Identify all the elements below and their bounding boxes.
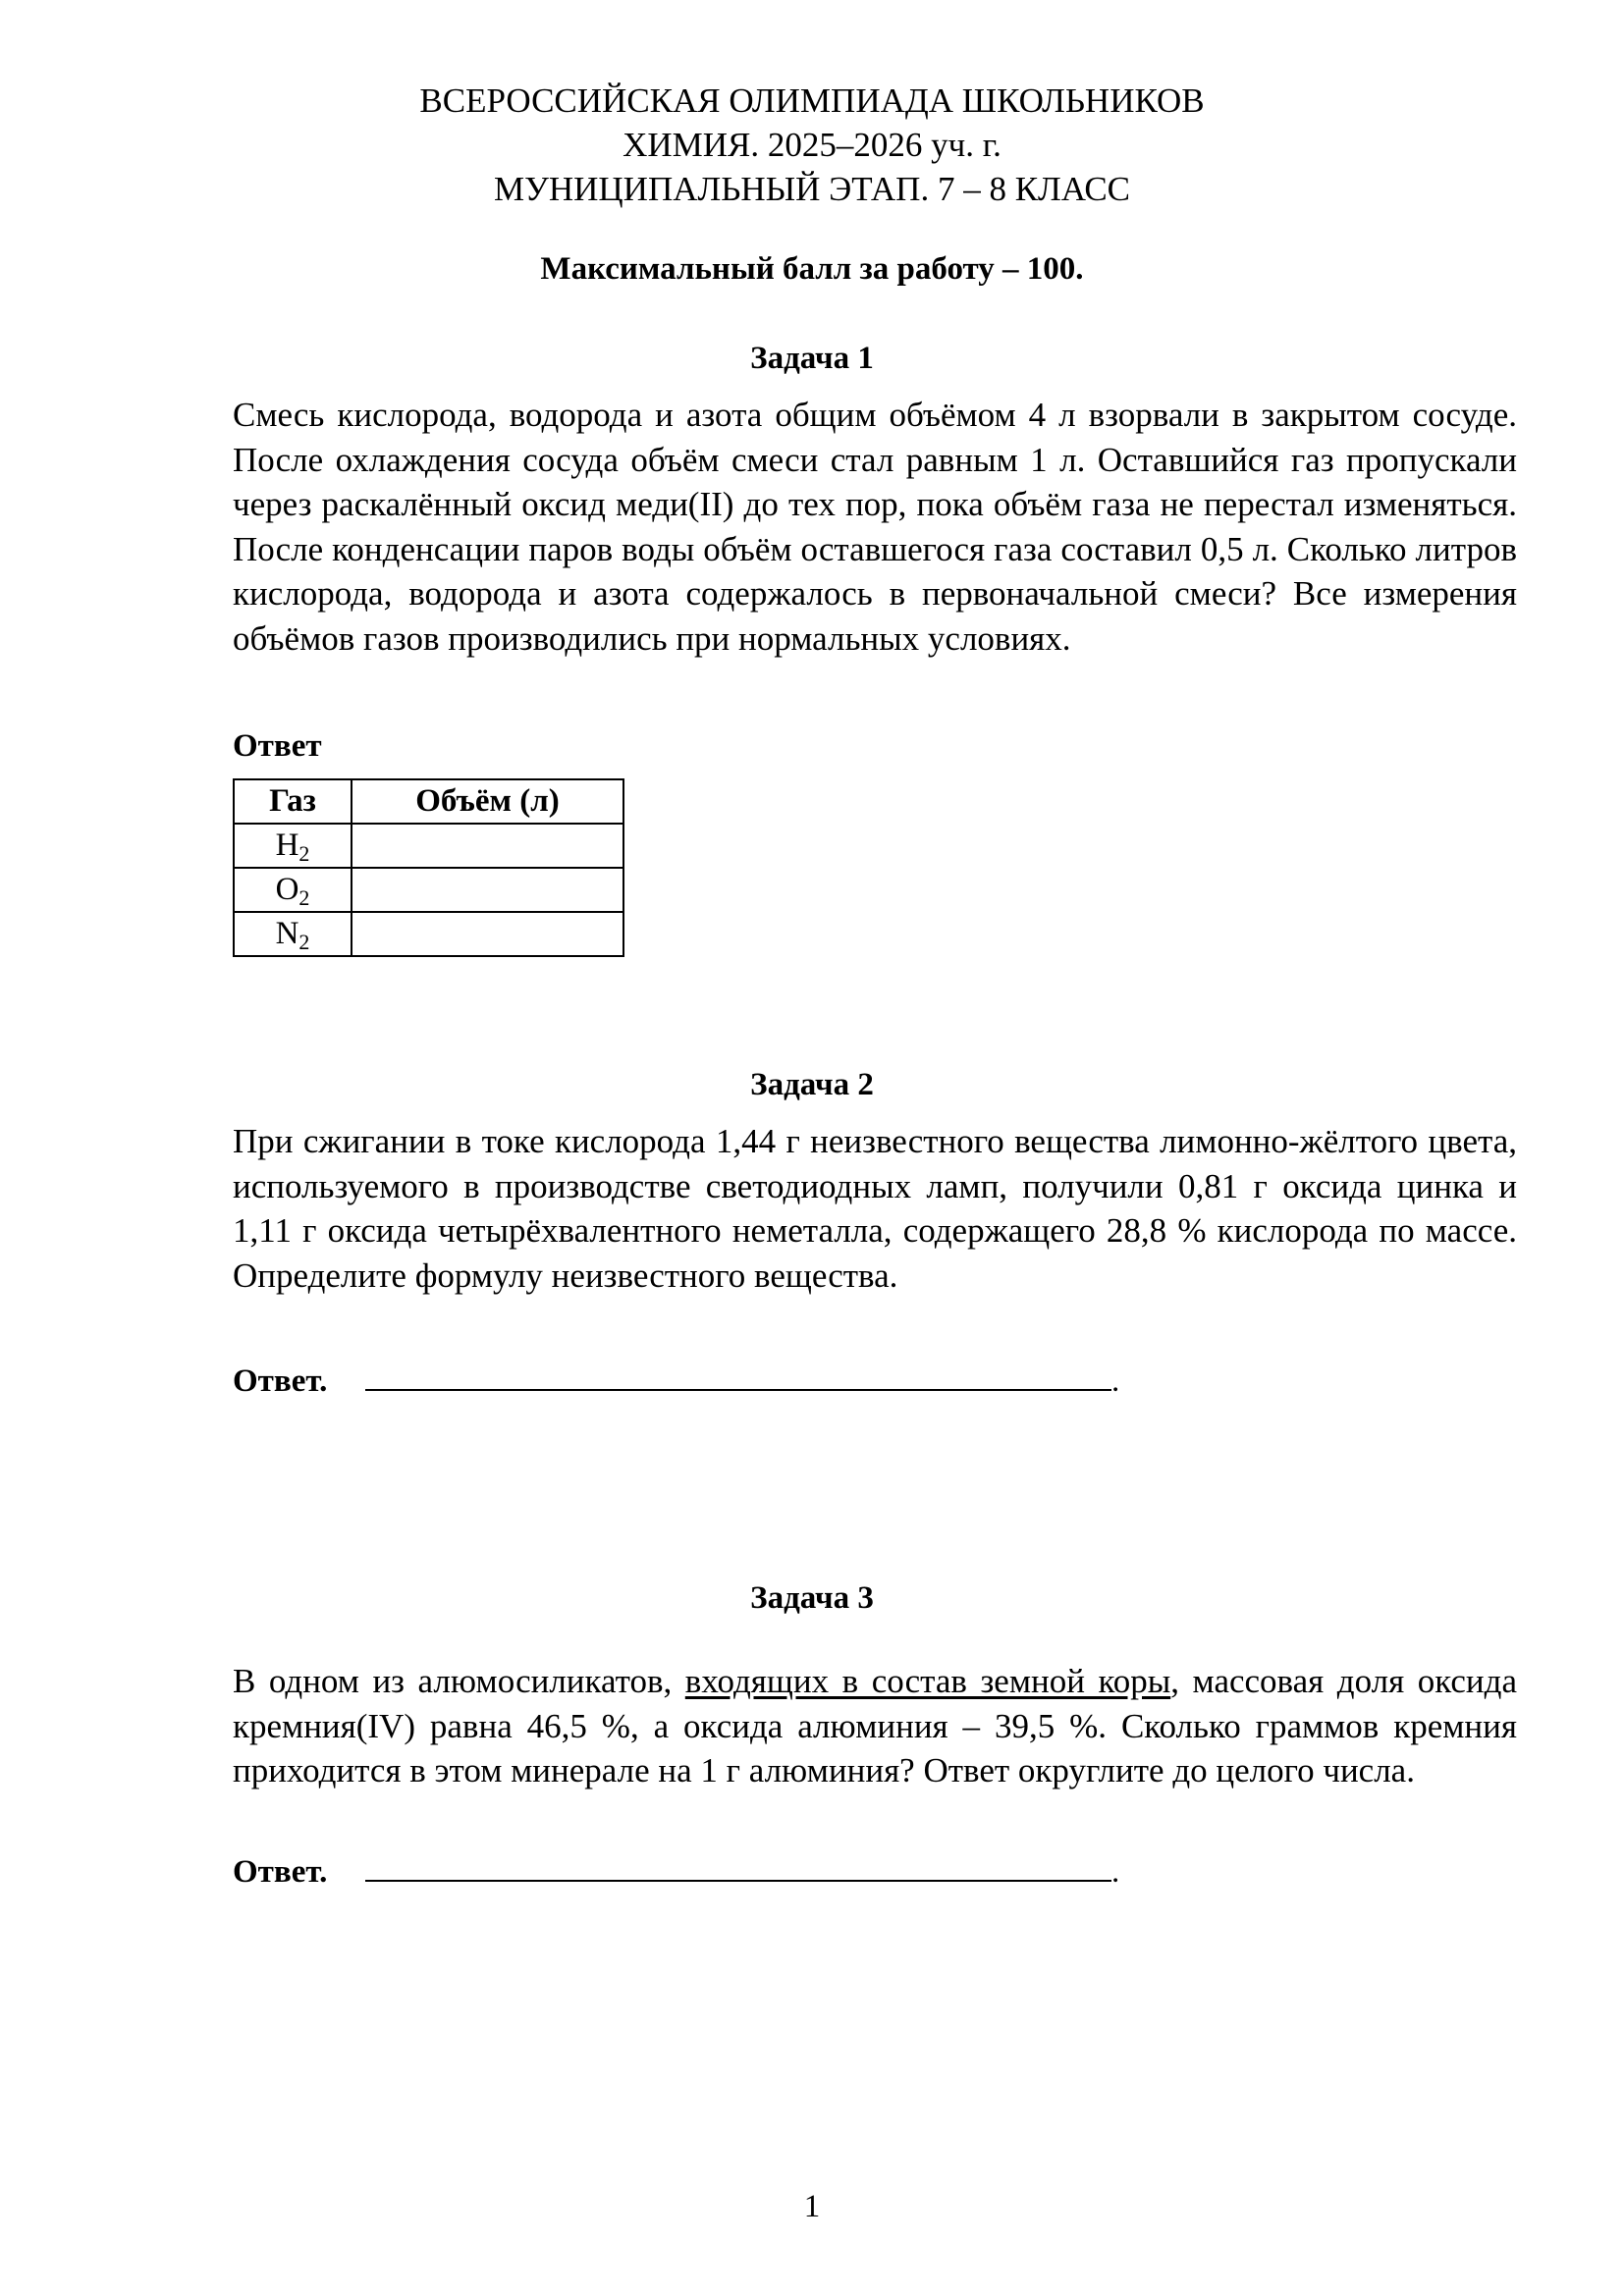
task-2-answer-label: Ответ. bbox=[233, 1363, 328, 1399]
volume-input-o2[interactable] bbox=[352, 868, 623, 912]
task-2-heading: Задача 2 bbox=[750, 1067, 874, 1102]
volume-input-n2[interactable] bbox=[352, 912, 623, 956]
task-1-answer-label: Ответ bbox=[233, 728, 322, 764]
gas-cell-o2: $O_2$ bbox=[234, 868, 352, 912]
column-header-gas: Газ bbox=[234, 779, 352, 824]
gas-cell-n2: $N_2$ bbox=[234, 912, 352, 956]
task-1-text: Смесь кислорода, водорода и азота общим объёмом 4 л взорвали в закрытом сосуде. После охлаждения сосуда объём смеси стал равным 1 л. Оставшийся газ пропускали через раскалённый оксид меди(II) до тех пор, пока объём газа не перестал изменяться. После конденсации паров воды объём оставшегося газа составил 0,5 л. Сколько литров кислорода, водорода и азота содержалось в первоначальной смеси? Все измерения объёмов газов производились при нормальных условиях. bbox=[233, 396, 1517, 658]
task-2-answer-line[interactable] bbox=[365, 1360, 1111, 1391]
stage-grade: МУНИЦИПАЛЬНЫЙ ЭТАП. 7 – 8 КЛАСС bbox=[493, 170, 1131, 208]
max-score: Максимальный балл за работу – 100. bbox=[540, 251, 1084, 287]
page-number: 1 bbox=[803, 2189, 821, 2224]
task-3-text: В одном из алюмосиликатов, входящих в состав земной коры, массовая доля оксида кремния(IV) равна 46,5 %, а оксида алюминия – 39,5 %. Сколько граммов кремния приходится в этом минерале на 1 г алюминия? Ответ округлите до целого числа. bbox=[233, 1662, 1517, 1789]
underlined-phrase: входящих в состав земной коры bbox=[684, 1662, 1171, 1700]
task-1-answer-table bbox=[233, 778, 624, 957]
task-3-heading: Задача 3 bbox=[750, 1580, 874, 1616]
olympiad-title: ВСЕРОССИЙСКАЯ ОЛИМПИАДА ШКОЛЬНИКОВ bbox=[419, 81, 1205, 120]
table-row bbox=[234, 912, 623, 956]
task-3-answer-label: Ответ. bbox=[233, 1854, 328, 1890]
gas-cell-h2: $H_2$ bbox=[234, 824, 352, 868]
volume-input-h2[interactable] bbox=[352, 824, 623, 868]
table-row bbox=[234, 824, 623, 868]
task-2-text: При сжигании в токе кислорода 1,44 г неизвестного вещества лимонно-жёлтого цвета, используемого в производстве светодиодных ламп, получили 0,81 г оксида цинка и 1,11 г оксида четырёхвалентного неметалла, содержащего 28,8 % кислорода по массе. Определите формулу неизвестного вещества. bbox=[233, 1122, 1517, 1295]
task-3-answer-field[interactable]: . bbox=[365, 1850, 1119, 1895]
column-header-volume: Объём (л) bbox=[352, 779, 623, 824]
task-3-answer-line[interactable] bbox=[365, 1850, 1111, 1882]
document-header bbox=[0, 79, 1624, 211]
table-row bbox=[234, 868, 623, 912]
subject-year: ХИМИЯ. 2025–2026 уч. г. bbox=[623, 126, 1001, 164]
task-1-heading: Задача 1 bbox=[750, 341, 874, 376]
table-header-row bbox=[234, 779, 623, 824]
task-2-answer-field[interactable]: . bbox=[365, 1360, 1119, 1404]
